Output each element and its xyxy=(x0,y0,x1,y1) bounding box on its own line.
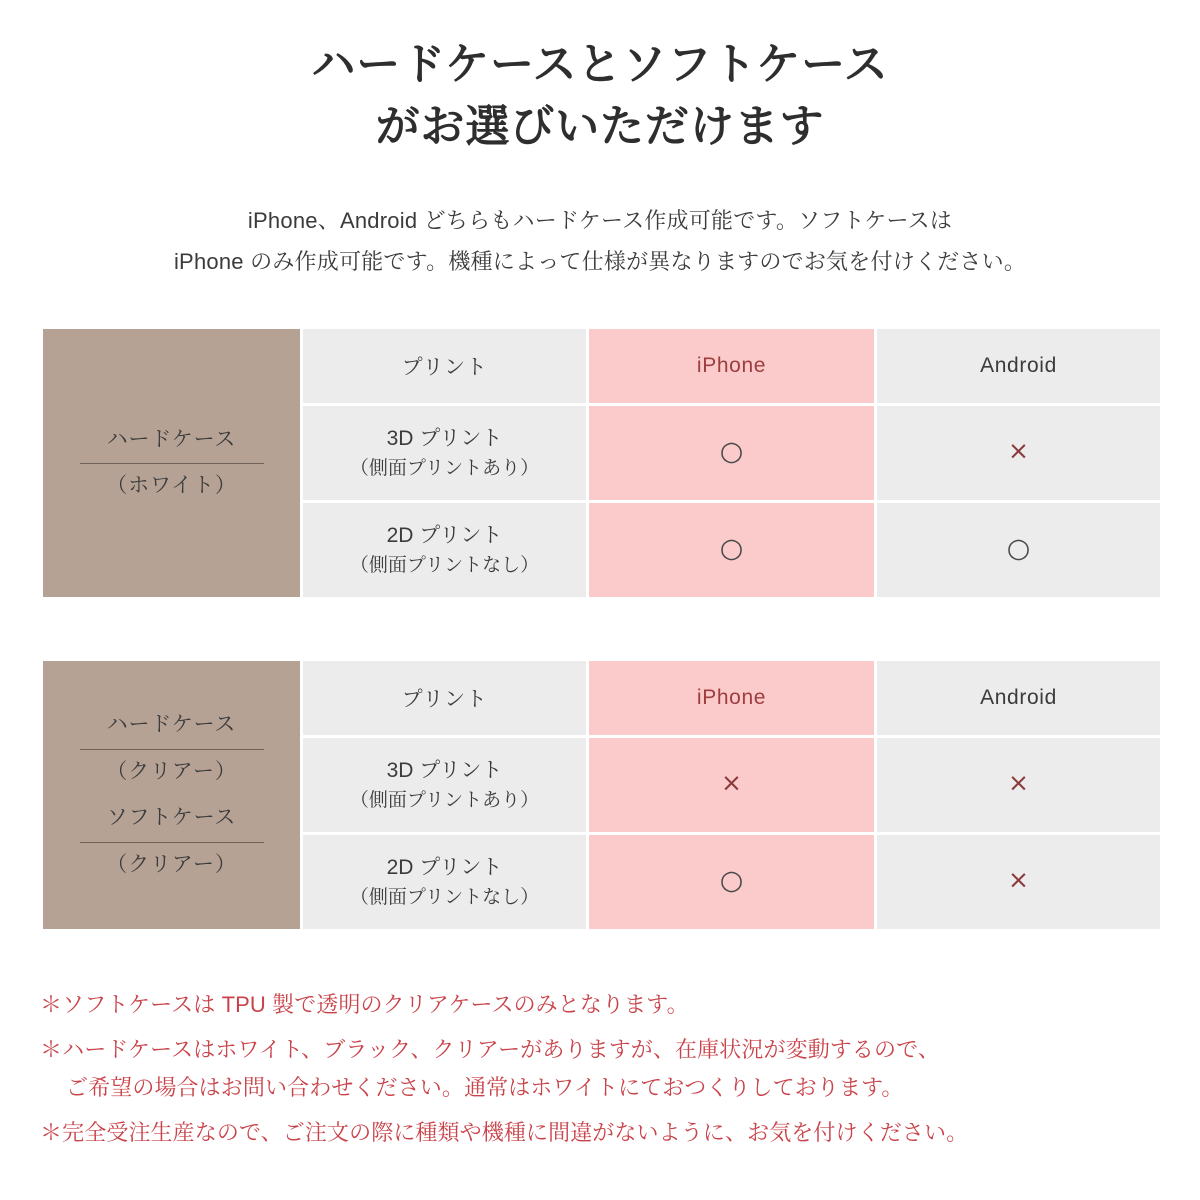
note-item xyxy=(40,1031,1160,1108)
print-type-line-1: 2D プリント xyxy=(386,524,503,548)
iphone-support-cell xyxy=(588,834,876,931)
header-print: プリント xyxy=(302,328,588,405)
case-type-label-sub: （クリアー） xyxy=(106,759,237,783)
cross-mark-icon: × xyxy=(1008,436,1029,466)
note-item xyxy=(40,1114,1160,1153)
header-iphone: iPhone xyxy=(588,328,876,405)
hard-case-white-table-wrap xyxy=(40,326,1160,600)
table-row xyxy=(42,660,1162,737)
table-row xyxy=(42,328,1162,405)
note-item xyxy=(40,986,1160,1025)
print-type-cell xyxy=(302,405,588,502)
circle-mark-icon: ○ xyxy=(719,435,744,467)
cross-mark-icon: × xyxy=(1008,768,1029,798)
print-type-line-1: 3D プリント xyxy=(386,759,503,783)
case-type-label-sub-2: （クリアー） xyxy=(106,852,237,876)
header-iphone: iPhone xyxy=(588,660,876,737)
circle-mark-icon: ○ xyxy=(719,532,744,564)
print-type-line-1: 3D プリント xyxy=(386,427,503,451)
android-support-cell xyxy=(876,405,1162,502)
header-android: Android xyxy=(876,328,1162,405)
lead-line-2: iPhone のみ作成可能です。機種によって仕様が異なりますのでお気を付けください。 xyxy=(173,248,1027,274)
clear-case-table-wrap xyxy=(40,658,1160,932)
note-line-2: ご希望の場合はお問い合わせください。通常はホワイトにておつくりしております。 xyxy=(66,1075,904,1101)
header-android: Android xyxy=(876,660,1162,737)
page-title xyxy=(0,0,1200,159)
print-type-line-2: （側面プリントなし） xyxy=(349,886,540,908)
lead-line-1: iPhone、Android どちらもハードケース作成可能です。ソフトケースは xyxy=(247,207,953,233)
case-type-label-main: ハードケース xyxy=(106,713,237,737)
note-line-1: ＊完全受注生産なので、ご注文の際に種類や機種に間違がないように、お気を付けください。 xyxy=(40,1119,969,1145)
print-type-cell xyxy=(302,834,588,931)
print-type-line-2: （側面プリントあり） xyxy=(349,789,540,811)
header-print: プリント xyxy=(302,660,588,737)
print-type-cell xyxy=(302,502,588,599)
page-title-line-1: ハードケースとソフトケース xyxy=(311,40,889,89)
cross-mark-icon: × xyxy=(721,768,742,798)
cross-mark-icon: × xyxy=(1008,865,1029,895)
case-type-label-sub: （ホワイト） xyxy=(106,474,237,498)
label-divider xyxy=(80,749,264,750)
android-support-cell xyxy=(876,834,1162,931)
label-spacer xyxy=(49,788,294,802)
print-type-line-2: （側面プリントなし） xyxy=(349,554,540,576)
circle-mark-icon: ○ xyxy=(1006,532,1031,564)
case-type-label-white xyxy=(42,328,302,599)
case-type-label-main: ハードケース xyxy=(106,427,237,451)
iphone-support-cell xyxy=(588,405,876,502)
android-support-cell xyxy=(876,502,1162,599)
case-type-label-main-2: ソフトケース xyxy=(106,806,237,830)
circle-mark-icon: ○ xyxy=(719,864,744,896)
print-type-cell xyxy=(302,737,588,834)
label-divider xyxy=(80,463,264,464)
android-support-cell xyxy=(876,737,1162,834)
print-type-line-1: 2D プリント xyxy=(386,856,503,880)
note-line-1: ＊ソフトケースは TPU 製で透明のクリアケースのみとなります。 xyxy=(40,992,689,1018)
case-type-label-clear xyxy=(42,660,302,931)
lead-paragraph xyxy=(0,201,1200,282)
iphone-support-cell xyxy=(588,737,876,834)
label-divider-2 xyxy=(80,842,264,843)
notes-list xyxy=(40,986,1160,1152)
print-type-line-2: （側面プリントあり） xyxy=(349,457,540,479)
note-line-1: ＊ハードケースはホワイト、ブラック、クリアーがありますが、在庫状況が変動するので、 xyxy=(40,1036,940,1062)
clear-case-table xyxy=(40,658,1163,932)
hard-case-white-table xyxy=(40,326,1163,600)
iphone-support-cell xyxy=(588,502,876,599)
page-title-line-2: がお選びいただけます xyxy=(375,102,825,152)
